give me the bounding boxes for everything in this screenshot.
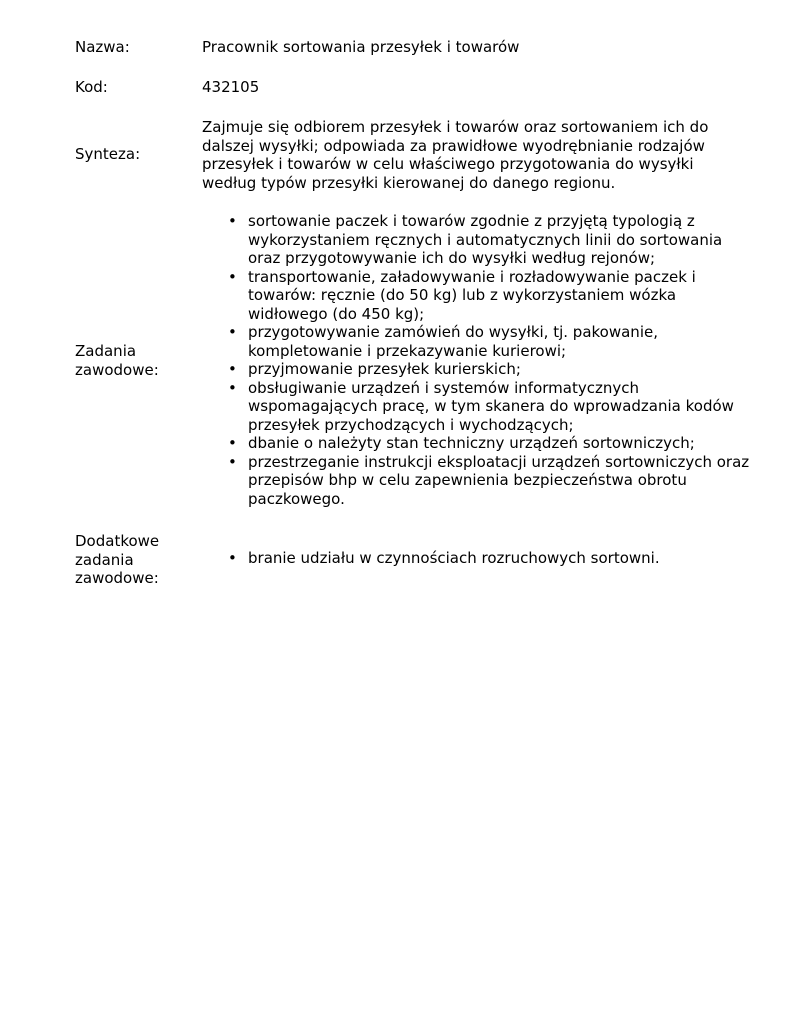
kod-value: 432105 <box>202 78 260 96</box>
dodatkowe-list <box>225 549 755 568</box>
kod-label: Kod: <box>75 78 108 96</box>
dodatkowe-label: Dodatkowe zadania zawodowe: <box>75 532 160 587</box>
list-item: • transportowanie, załadowywanie i rozładowywanie paczek i towarów: ręcznie (do 50 kg) lub z wykorzystaniem wózka widłowego (do 450 kg); <box>225 268 755 324</box>
nazwa-label: Nazwa: <box>75 38 130 56</box>
list-item: • przygotowywanie zamówień do wysyłki, tj. pakowanie, kompletowanie i przekazywanie kurierowi; <box>225 323 755 360</box>
nazwa-value: Pracownik sortowania przesyłek i towarów <box>202 38 520 56</box>
list-item: • branie udziału w czynnościach rozruchowych sortowni. <box>225 549 755 568</box>
zadania-list <box>225 212 755 508</box>
zadania-label: Zadania zawodowe: <box>75 342 159 379</box>
list-item: • sortowanie paczek i towarów zgodnie z przyjętą typologią z wykorzystaniem ręcznych i automatycznych linii do sortowania oraz przygotowywanie ich do wysyłki według rejonów; <box>225 212 755 268</box>
synteza-label: Synteza: <box>75 145 141 163</box>
synteza-value: Zajmuje się odbiorem przesyłek i towarów oraz sortowaniem ich do dalszej wysyłki; odpowiada za prawidłowe wyodrębnianie rodzajów przesyłek i towarów w celu właściwego przygotowania do wysyłki według typów przesyłki kierowanej do danego regionu. <box>202 118 709 192</box>
list-item: • przyjmowanie przesyłek kurierskich; <box>225 360 755 379</box>
list-item: • dbanie o należyty stan techniczny urządzeń sortowniczych; <box>225 434 755 453</box>
list-item: • obsługiwanie urządzeń i systemów informatycznych wspomagających pracę, w tym skanera do wprowadzania kodów przesyłek przychodzących i wychodzących; <box>225 379 755 435</box>
list-item: • przestrzeganie instrukcji eksploatacji urządzeń sortowniczych oraz przepisów bhp w celu zapewnienia bezpieczeństwa obrotu paczkowego. <box>225 453 755 509</box>
